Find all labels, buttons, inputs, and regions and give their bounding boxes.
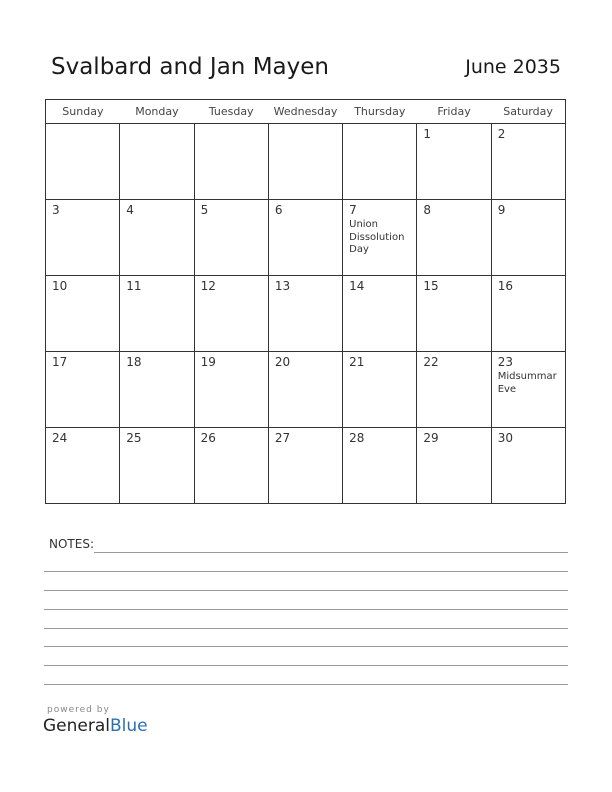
notes-label: NOTES:: [49, 537, 94, 551]
day-cell: [120, 124, 194, 200]
note-line: [44, 684, 568, 685]
weekday-wednesday: Wednesday: [268, 100, 342, 124]
day-cell: [343, 276, 417, 352]
day-number: 3: [52, 203, 60, 217]
day-cell: [46, 200, 120, 276]
day-cell: [194, 124, 268, 200]
day-cell: [268, 124, 342, 200]
day-number: 27: [274, 431, 291, 445]
weekday-tuesday: Tuesday: [194, 100, 268, 124]
day-cell: [194, 276, 268, 352]
day-number: 15: [423, 279, 439, 293]
day-cell: [491, 276, 565, 352]
day-cell: [417, 428, 491, 504]
day-cell: [120, 428, 194, 504]
holiday-label: [349, 219, 416, 257]
day-cell: [120, 352, 194, 428]
note-line: [44, 646, 568, 647]
day-number: 14: [349, 279, 365, 293]
weekday-thursday: Thursday: [343, 100, 417, 124]
day-number: 7: [349, 203, 357, 217]
week-row: [46, 352, 566, 428]
day-cell: [343, 352, 417, 428]
day-cell: [194, 200, 268, 276]
day-number: 5: [200, 203, 209, 217]
day-cell: [343, 428, 417, 504]
day-cell: [343, 124, 417, 200]
day-number: 19: [200, 355, 216, 369]
note-line: [44, 628, 568, 629]
holiday-line: Eve: [497, 383, 517, 395]
day-cell: [120, 200, 194, 276]
day-cell: [268, 428, 342, 504]
weekday-header-row: [46, 100, 566, 124]
holiday-line: Midsummar: [497, 371, 557, 382]
day-number: 22: [423, 355, 439, 369]
note-line: [44, 609, 568, 610]
holiday-line: Dissolution: [349, 231, 405, 243]
day-number: 13: [274, 279, 291, 293]
day-number: 28: [349, 431, 365, 445]
day-number: 6: [274, 203, 283, 217]
note-line: [44, 590, 568, 591]
weekday-monday: Monday: [120, 100, 194, 124]
brand-general: General: [43, 716, 110, 736]
brand-blue: Blue: [110, 716, 148, 736]
day-number: 23: [497, 355, 513, 369]
page-title: Svalbard and Jan Mayen: [51, 54, 329, 80]
brand-logo: [43, 716, 148, 736]
day-number: 18: [126, 355, 142, 369]
day-cell: [491, 428, 565, 504]
day-cell: [491, 124, 565, 200]
day-cell: [120, 276, 194, 352]
day-number: 10: [52, 279, 68, 293]
week-row: [46, 276, 566, 352]
day-number: 2: [497, 127, 506, 141]
day-cell: [417, 276, 491, 352]
note-line: [94, 552, 568, 553]
weekday-saturday: Saturday: [491, 100, 565, 124]
day-number: 17: [52, 355, 68, 369]
month-label: June 2035: [465, 56, 561, 78]
day-number: 30: [497, 431, 513, 445]
note-line: [44, 665, 568, 666]
day-number: 12: [200, 279, 216, 293]
day-number: 11: [126, 279, 142, 293]
day-cell: [417, 200, 491, 276]
day-cell: [491, 200, 565, 276]
calendar-grid: [45, 99, 566, 504]
day-cell: [343, 200, 417, 276]
day-number: 1: [423, 127, 432, 141]
day-number: 8: [423, 203, 432, 217]
day-number: 20: [274, 355, 291, 369]
day-number: 24: [52, 431, 68, 445]
day-number: 16: [497, 279, 513, 293]
powered-by-label: powered by: [47, 705, 110, 715]
day-cell: [491, 352, 565, 428]
week-row: [46, 428, 566, 504]
weekday-sunday: Sunday: [46, 100, 120, 124]
day-cell: [417, 352, 491, 428]
week-row: [46, 124, 566, 200]
day-cell: [46, 276, 120, 352]
day-number: 29: [423, 431, 439, 445]
day-cell: [268, 200, 342, 276]
week-row: [46, 200, 566, 276]
day-number: 25: [126, 431, 142, 445]
holiday-line: Day: [349, 244, 369, 255]
day-number: 26: [200, 431, 216, 445]
holiday-label: [498, 371, 565, 396]
day-number: 21: [349, 355, 365, 369]
day-number: 9: [497, 203, 506, 217]
day-cell: [268, 352, 342, 428]
day-cell: [194, 428, 268, 504]
holiday-line: Union: [349, 219, 379, 230]
day-number: 4: [126, 203, 134, 217]
day-cell: [46, 352, 120, 428]
note-line: [44, 571, 568, 572]
day-cell: [46, 124, 120, 200]
day-cell: [46, 428, 120, 504]
day-cell: [417, 124, 491, 200]
weekday-friday: Friday: [417, 100, 491, 124]
day-cell: [268, 276, 342, 352]
day-cell: [194, 352, 268, 428]
